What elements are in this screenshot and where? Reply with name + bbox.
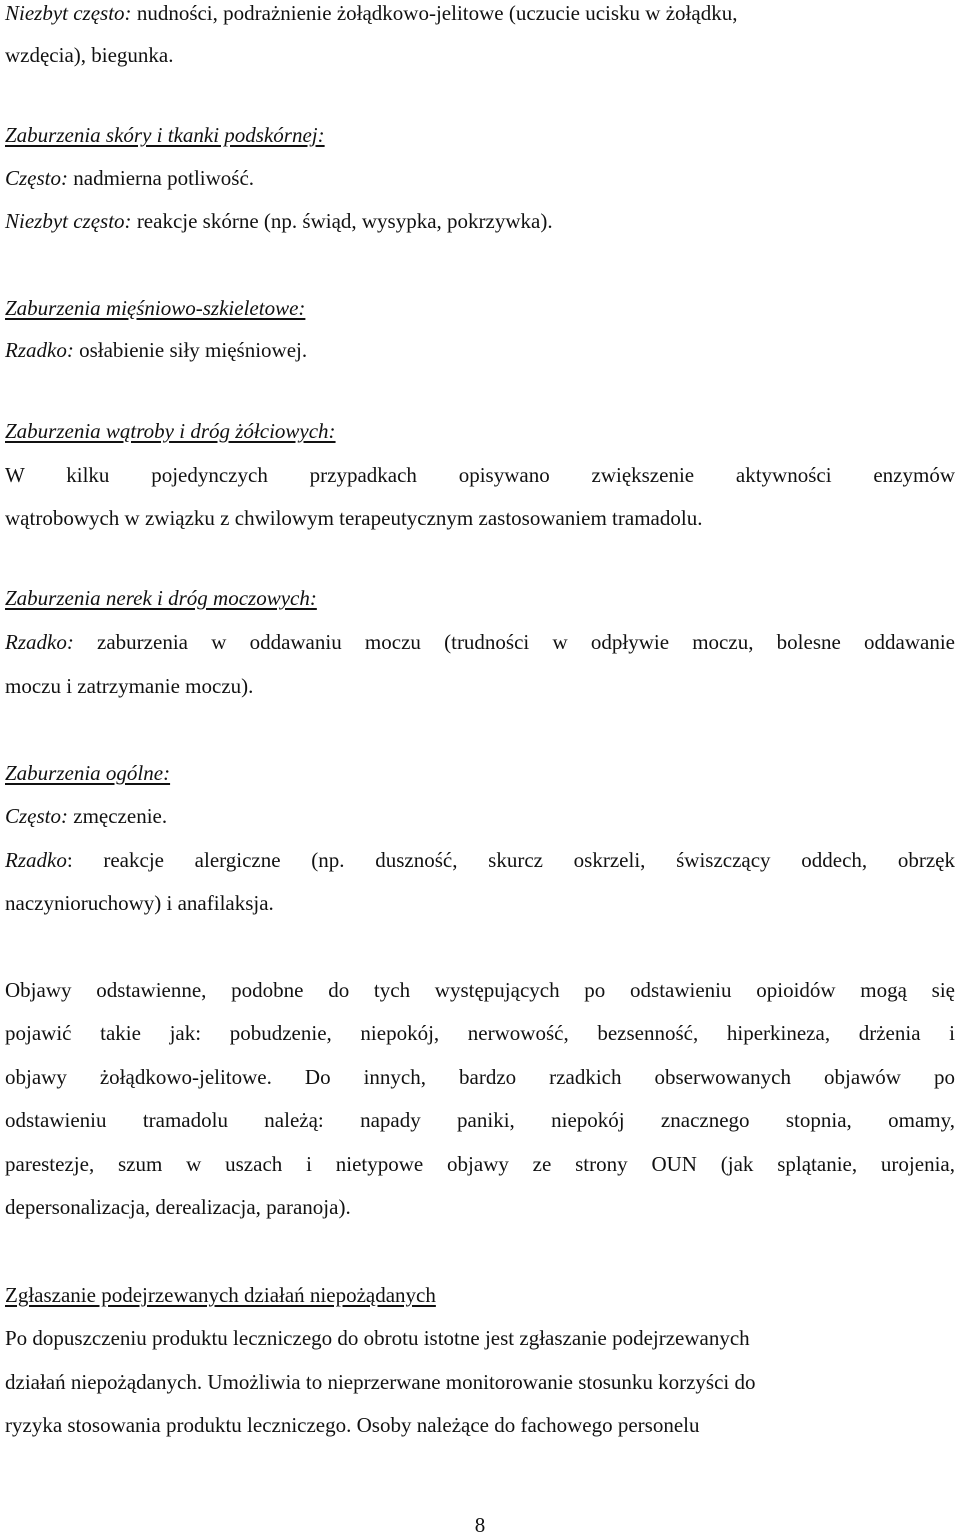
text-line: Niezbyt często: nudności, podrażnienie żołądkowo-jelitowe (uczucie ucisku w żołądku, xyxy=(5,1,738,25)
text-line: Rzadko: osłabienie siły mięśniowej. xyxy=(5,338,308,362)
text-line: parestezje, szum w uszach i nietypowe objawy ze strony OUN (jak splątanie, urojenia, xyxy=(5,1152,955,1176)
section-heading: Zaburzenia nerek i dróg moczowych: xyxy=(5,586,317,610)
text-line: objawy żołądkowo-jelitowe. Do innych, bardzo rzadkich obserwowanych objawów po xyxy=(5,1065,955,1089)
text-line: W kilku pojedynczych przypadkach opisywano zwiększenie aktywności enzymów xyxy=(5,463,955,487)
text-line: działań niepożądanych. Umożliwia to nieprzerwane monitorowanie stosunku korzyści do xyxy=(5,1370,756,1394)
text-line: moczu i zatrzymanie moczu). xyxy=(5,674,254,698)
text-line: Niezbyt często: reakcje skórne (np. świąd, wysypka, pokrzywka). xyxy=(5,209,553,233)
text-line: Często: nadmierna potliwość. xyxy=(5,166,255,190)
text-line: pojawić takie jak: pobudzenie, niepokój, nerwowość, bezsenność, hiperkineza, drżenia i xyxy=(5,1021,955,1045)
text-line: wzdęcia), biegunka. xyxy=(5,43,174,67)
section-heading: Zaburzenia mięśniowo-szkieletowe: xyxy=(5,296,306,320)
text-line: Rzadko: reakcje alergiczne (np. duszność, skurcz oskrzeli, świszczący oddech, obrzęk xyxy=(5,848,955,872)
text-line: naczynioruchowy) i anafilaksja. xyxy=(5,891,274,915)
text-line: Rzadko: zaburzenia w oddawaniu moczu (trudności w odpływie moczu, bolesne oddawanie xyxy=(5,630,955,654)
text-line: odstawieniu tramadolu należą: napady paniki, niepokój znacznego stopnia, omamy, xyxy=(5,1108,955,1132)
text-line: Po dopuszczeniu produktu leczniczego do obrotu istotne jest zgłaszanie podejrzewanych xyxy=(5,1326,750,1350)
text-line: ryzyka stosowania produktu leczniczego. Osoby należące do fachowego personelu xyxy=(5,1413,700,1437)
text-line: depersonalizacja, derealizacja, paranoja). xyxy=(5,1195,351,1219)
text-line: Często: zmęczenie. xyxy=(5,804,168,828)
section-heading: Zaburzenia skóry i tkanki podskórnej: xyxy=(5,123,325,147)
text-line: wątrobowych w związku z chwilowym terapeutycznym zastosowaniem tramadolu. xyxy=(5,506,703,530)
page-number: 8 xyxy=(474,1513,486,1537)
section-heading: Zaburzenia ogólne: xyxy=(5,761,171,785)
section-heading: Zgłaszanie podejrzewanych działań niepożądanych xyxy=(5,1283,436,1307)
text-line: Objawy odstawienne, podobne do tych występujących po odstawieniu opioidów mogą się xyxy=(5,978,955,1002)
section-heading: Zaburzenia wątroby i dróg żółciowych: xyxy=(5,419,336,443)
